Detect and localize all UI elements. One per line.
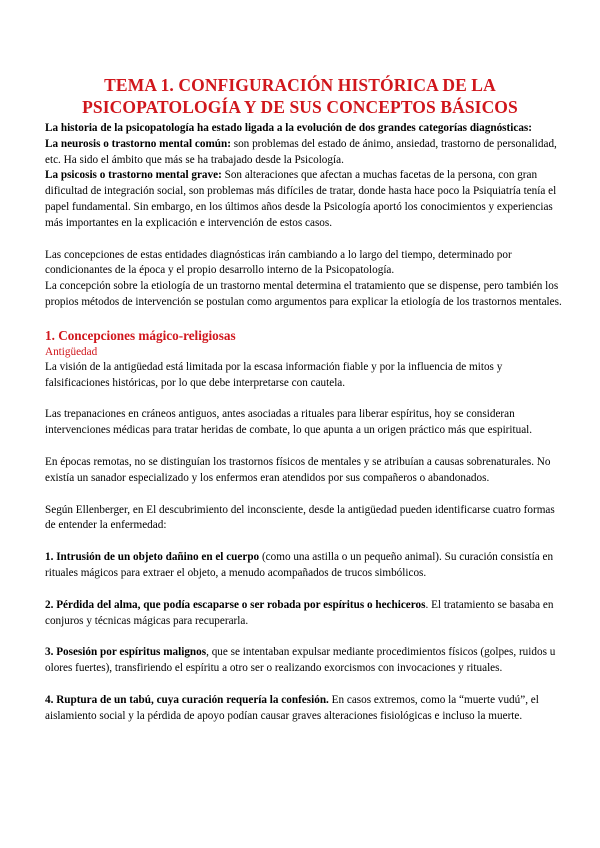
- title-line-2: PSICOPATOLOGÍA Y DE SUS CONCEPTOS BÁSICOS: [82, 97, 518, 117]
- section-1-paragraph-4: Según Ellenberger, en El descubrimiento del inconsciente, desde la antigüedad pueden identificarse cuatro formas de entender la enfermedad:: [45, 503, 555, 532]
- neurosis-paragraph: [45, 137, 565, 169]
- neurosis-term: La neurosis o trastorno mental común:: [45, 137, 231, 150]
- section-1-paragraph-3: En épocas remotas, no se distinguían los trastornos físicos de mentales y se atribuían a causas sobrenaturales. No existía un sanador especializado y los enfermos eran atendidos por sus compañeros o abandonados.: [45, 455, 551, 484]
- list-item-term: 3. Posesión por espíritus malignos: [45, 646, 207, 659]
- page-title: [40, 74, 560, 118]
- list-item: [45, 645, 565, 677]
- intro-paragraph-2: Las concepciones de estas entidades diagnósticas irán cambiando a lo largo del tiempo, determinado por condicionantes de la época y el propio desarrollo interno de la Psicopatología.: [45, 248, 512, 277]
- list-item-term: 4. Ruptura de un tabú, cuya curación requería la confesión.: [45, 693, 329, 706]
- list-item: [45, 550, 565, 582]
- list-item-term: 1. Intrusión de un objeto dañino en el cuerpo: [45, 551, 260, 564]
- section-1-subheading: Antigüedad: [45, 345, 98, 358]
- list-item-text: , que se intentaban expulsar mediante procedimientos físicos (golpes, ruidos u olores fuertes), transfiriendo el espíritu a otro ser o realizando exorcismos con invocaciones y rituales.: [45, 646, 556, 675]
- title-line-1: TEMA 1. CONFIGURACIÓN HISTÓRICA DE LA: [104, 75, 496, 95]
- list-item-text: . El tratamiento se basaba en conjuros y técnicas mágicas para recuperarla.: [45, 598, 554, 627]
- list-item-text: (como una astilla o un pequeño animal). Su curación consistía en rituales mágicos para extraer el objeto, a menudo acompañados de trucos simbólicos.: [45, 551, 554, 579]
- section-1-paragraph-1: La visión de la antigüedad está limitada por la escasa información fiable y por la influencia de mitos y falsificaciones históricas, por lo que debe interpretarse con cautela.: [45, 360, 503, 389]
- list-item-term: 2. Pérdida del alma, que podía escaparse o ser robada por espíritus o hechiceros: [45, 598, 426, 611]
- psicosis-paragraph: [45, 168, 565, 231]
- intro-paragraph-3: La concepción sobre la etiología de un trastorno mental determina el tratamiento que se dispense, pero también los propios métodos de intervención se postulan como argumentos para explicar la etiología de los trastornos mentales.: [45, 280, 562, 308]
- section-1-heading: 1. Concepciones mágico-religiosas: [45, 327, 236, 343]
- list-item-text: En casos extremos, como la “muerte vudú”, el aislamiento social y la pérdida de apoyo podían causar graves alteraciones fisiológicas e incluso la muerte.: [45, 693, 539, 722]
- section-1-paragraph-2: Las trepanaciones en cráneos antiguos, antes asociadas a rituales para liberar espíritus, hoy se consideran intervenciones médicas para tratar heridas de combate, lo que apunta a un origen práctico más que espiritual.: [45, 408, 533, 437]
- intro-lead: [45, 121, 565, 137]
- document-body: [45, 121, 565, 725]
- list-item: [45, 693, 565, 725]
- intro-lead-text: La historia de la psicopatología ha estado ligada a la evolución de dos grandes categorías diagnósticas:: [45, 122, 532, 134]
- list-item: [45, 598, 565, 630]
- psicosis-text: Son alteraciones que afectan a muchas facetas de la persona, con gran dificultad de integración social, son problemas más difíciles de tratar, donde hasta hace poco la Psiquiatría tenía el papel fundamental. Sin embargo, en los últimos años desde la Psicología aportó los conocimientos y experiencias más importantes en la explicación e intervención de estos casos.: [45, 169, 557, 229]
- psicosis-term: La psicosis o trastorno mental grave:: [45, 169, 222, 182]
- neurosis-text: son problemas del estado de ánimo, ansiedad, trastorno de personalidad, etc. Ha sido el ámbito que más se ha trabajado desde la Psicología.: [45, 137, 557, 166]
